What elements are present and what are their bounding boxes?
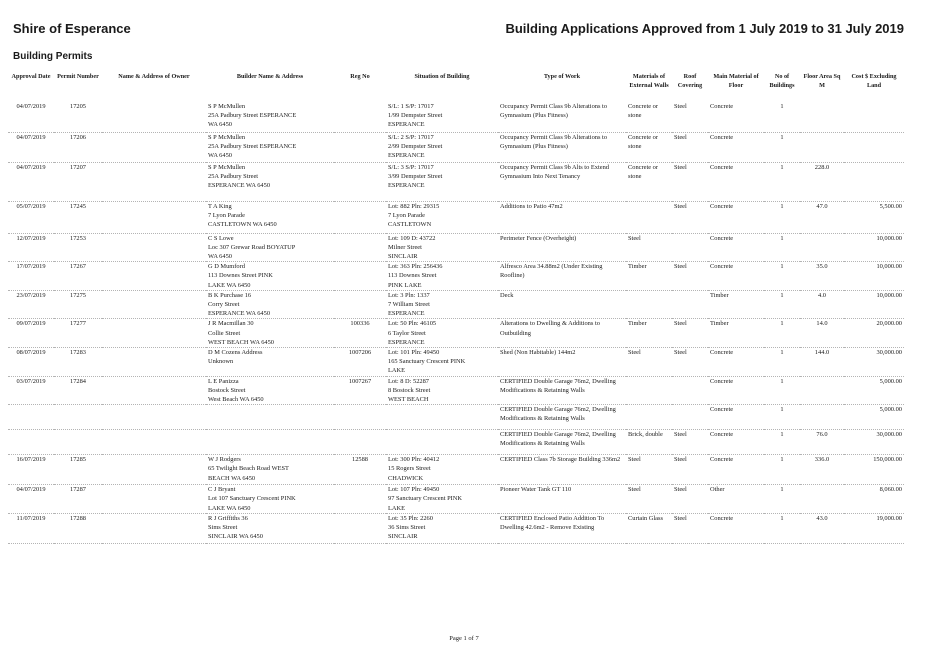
cell-approval-date: 12/07/2019: [8, 233, 54, 262]
cell-roof: Steel: [672, 455, 708, 485]
cell-floor-area: 47.0: [800, 201, 844, 233]
col-buildings: No of Buildings: [769, 73, 795, 89]
cell-walls: Timber: [626, 319, 672, 348]
table-row: [8, 201, 904, 233]
cell-approval-date: 11/07/2019: [8, 513, 54, 543]
cell-floor: Timber: [708, 290, 764, 319]
cell-type-of-work: CERTIFIED Double Garage 76m2, Dwelling Modifications & Retaining Walls: [498, 405, 626, 430]
cell-cost: 10,000.00: [844, 290, 904, 319]
page-header: [13, 21, 904, 39]
cell-floor-area: 144.0: [800, 347, 844, 376]
cell-floor: Concrete: [708, 102, 764, 132]
cell-type-of-work: Alfresco Area 34.88m2 (Under Existing Roofline): [498, 262, 626, 291]
cell-situation: Lot: 50 Pln: 46105 6 Taylor Street ESPERANCE: [386, 319, 498, 348]
cell-walls: [626, 290, 672, 319]
col-type-of-work: Type of Work: [543, 73, 581, 80]
cell-walls: Curtain Glass: [626, 513, 672, 543]
col-roof: Roof Covering: [677, 73, 703, 89]
cell-floor-area: 228.0: [800, 162, 844, 201]
cell-permit-number: 17284: [54, 376, 102, 405]
col-approval-date: Approval Date: [11, 73, 51, 80]
cell-type-of-work: CERTIFIED Class 7b Storage Building 336m2: [498, 455, 626, 485]
cell-approval-date: 04/07/2019: [8, 485, 54, 514]
cell-floor: Concrete: [708, 347, 764, 376]
col-permit-number: Permit Number: [57, 73, 99, 80]
cell-floor: Concrete: [708, 132, 764, 162]
cell-reg-no: [334, 405, 386, 430]
cell-buildings: 1: [764, 405, 800, 430]
cell-permit-number: 17207: [54, 162, 102, 201]
cell-type-of-work: Shed (Non Habitable) 144m2: [498, 347, 626, 376]
cell-cost: 10,000.00: [844, 233, 904, 262]
cell-buildings: 1: [764, 319, 800, 348]
cell-reg-no: 12588: [334, 455, 386, 485]
cell-walls: Concrete or stone: [626, 102, 672, 132]
table-row: [8, 376, 904, 405]
cell-owner: [102, 290, 206, 319]
cell-reg-no: [334, 233, 386, 262]
cell-owner: [102, 485, 206, 514]
cell-floor: Concrete: [708, 430, 764, 455]
cell-type-of-work: Perimeter Fence (Overheight): [498, 233, 626, 262]
cell-builder: T A King 7 Lyon Parade CASTLETOWN WA 6450: [206, 201, 334, 233]
cell-floor-area: [800, 485, 844, 514]
permits-table: [8, 72, 904, 544]
cell-reg-no: [334, 201, 386, 233]
cell-owner: [102, 319, 206, 348]
cell-builder: W J Rodgers 65 Twilight Beach Road WEST BEACH WA 6450: [206, 455, 334, 485]
cell-type-of-work: Pioneer Water Tank GT 110: [498, 485, 626, 514]
cell-type-of-work: Occupancy Permit Class 9b Alterations to Gymnasium (Plus Fitness): [498, 132, 626, 162]
cell-situation: Lot: 8 D: 52287 8 Bostock Street WEST BEACH: [386, 376, 498, 405]
col-owner: Name & Address of Owner: [118, 73, 190, 80]
cell-approval-date: 16/07/2019: [8, 455, 54, 485]
cell-situation: Lot: 882 Pln: 29315 7 Lyon Parade CASTLETOWN: [386, 201, 498, 233]
cell-buildings: 1: [764, 162, 800, 201]
cell-roof: Steel: [672, 102, 708, 132]
table-row: [8, 513, 904, 543]
cell-buildings: 1: [764, 430, 800, 455]
cell-cost: [844, 162, 904, 201]
cell-approval-date: [8, 430, 54, 455]
cell-owner: [102, 513, 206, 543]
cell-owner: [102, 262, 206, 291]
col-situation: Situation of Building: [414, 73, 470, 80]
cell-buildings: 1: [764, 262, 800, 291]
cell-builder: R J Griffiths 36 Sims Street SINCLAIR WA 6450: [206, 513, 334, 543]
cell-walls: Steel: [626, 347, 672, 376]
cell-roof: Steel: [672, 430, 708, 455]
cell-roof: [672, 233, 708, 262]
cell-owner: [102, 162, 206, 201]
cell-floor: Concrete: [708, 455, 764, 485]
cell-floor: Concrete: [708, 405, 764, 430]
cell-buildings: 1: [764, 455, 800, 485]
cell-reg-no: [334, 513, 386, 543]
cell-reg-no: [334, 162, 386, 201]
cell-walls: Timber: [626, 262, 672, 291]
cell-roof: Steel: [672, 485, 708, 514]
cell-permit-number: 17245: [54, 201, 102, 233]
cell-builder: D M Cozens Address Unknown: [206, 347, 334, 376]
cell-situation: Lot: 3 Pln: 1337 7 William Street ESPERANCE: [386, 290, 498, 319]
cell-floor: Concrete: [708, 233, 764, 262]
cell-situation: [386, 430, 498, 455]
cell-builder: G D Mumford 113 Downes Street PINK LAKE WA 6450: [206, 262, 334, 291]
cell-buildings: 1: [764, 233, 800, 262]
cell-cost: 5,000.00: [844, 376, 904, 405]
cell-approval-date: 05/07/2019: [8, 201, 54, 233]
table-row: [8, 485, 904, 514]
table-row: [8, 405, 904, 430]
cell-walls: Steel: [626, 233, 672, 262]
cell-buildings: 1: [764, 102, 800, 132]
cell-permit-number: 17206: [54, 132, 102, 162]
cell-floor: Concrete: [708, 162, 764, 201]
cell-permit-number: 17285: [54, 455, 102, 485]
cell-type-of-work: Additions to Patio 47m2: [498, 201, 626, 233]
table-row: [8, 319, 904, 348]
cell-permit-number: 17288: [54, 513, 102, 543]
cell-type-of-work: Deck: [498, 290, 626, 319]
cell-permit-number: [54, 430, 102, 455]
cell-builder: [206, 430, 334, 455]
cell-cost: 30,000.00: [844, 347, 904, 376]
cell-walls: Concrete or stone: [626, 162, 672, 201]
col-walls: Materials of External Walls: [629, 73, 669, 89]
cell-roof: [672, 405, 708, 430]
col-floor: Main Material of Floor: [713, 73, 759, 89]
cell-owner: [102, 132, 206, 162]
table-row: [8, 347, 904, 376]
cell-roof: Steel: [672, 162, 708, 201]
cell-type-of-work: Occupancy Permit Class 9b Alterations to Gymnasium (Plus Fitness): [498, 102, 626, 132]
cell-type-of-work: Occupancy Permit Class 9b Alts to Extend Gymnasium Into Next Tenancy: [498, 162, 626, 201]
cell-roof: Steel: [672, 513, 708, 543]
cell-buildings: 1: [764, 132, 800, 162]
cell-permit-number: 17267: [54, 262, 102, 291]
cell-builder: S P McMullen 25A Padbury Street ESPERANCE WA 6450: [206, 132, 334, 162]
organization-name: Shire of Esperance: [13, 21, 131, 36]
cell-situation: [386, 405, 498, 430]
cell-buildings: 1: [764, 376, 800, 405]
cell-floor: Concrete: [708, 201, 764, 233]
cell-floor-area: 336.0: [800, 455, 844, 485]
cell-floor: Other: [708, 485, 764, 514]
cell-owner: [102, 347, 206, 376]
cell-owner: [102, 376, 206, 405]
cell-walls: Brick, double: [626, 430, 672, 455]
cell-roof: Steel: [672, 347, 708, 376]
table-header: [8, 72, 904, 102]
cell-type-of-work: CERTIFIED Enclosed Patio Addition To Dwelling 42.6m2 - Remove Existing: [498, 513, 626, 543]
cell-floor: Concrete: [708, 513, 764, 543]
cell-cost: [844, 102, 904, 132]
cell-floor-area: 35.0: [800, 262, 844, 291]
cell-permit-number: 17253: [54, 233, 102, 262]
cell-cost: 20,000.00: [844, 319, 904, 348]
table-row: [8, 102, 904, 132]
cell-type-of-work: Alterations to Dwelling & Additions to Outbuilding: [498, 319, 626, 348]
cell-situation: Lot: 107 Pln: 49450 97 Sanctuary Crescent PINK LAKE: [386, 485, 498, 514]
cell-owner: [102, 405, 206, 430]
cell-roof: [672, 376, 708, 405]
cell-type-of-work: CERTIFIED Double Garage 76m2, Dwelling Modifications & Retaining Walls: [498, 376, 626, 405]
cell-builder: [206, 405, 334, 430]
cell-builder: S P McMullen 25A Padbury Street ESPERANCE WA 6450: [206, 102, 334, 132]
cell-cost: [844, 132, 904, 162]
cell-owner: [102, 430, 206, 455]
cell-permit-number: [54, 405, 102, 430]
cell-roof: Steel: [672, 201, 708, 233]
table-row: [8, 162, 904, 201]
cell-roof: Steel: [672, 319, 708, 348]
cell-builder: C J Bryant Lot 107 Sanctuary Crescent PINK LAKE WA 6450: [206, 485, 334, 514]
cell-approval-date: 08/07/2019: [8, 347, 54, 376]
col-reg-no: Reg No: [350, 73, 370, 80]
cell-situation: Lot: 363 Pln: 256436 113 Downes Street PINK LAKE: [386, 262, 498, 291]
cell-floor-area: 14.0: [800, 319, 844, 348]
cell-reg-no: [334, 290, 386, 319]
cell-approval-date: 04/07/2019: [8, 132, 54, 162]
table-row: [8, 455, 904, 485]
cell-floor-area: [800, 376, 844, 405]
cell-builder: C S Lowe Loc 307 Grewar Road BOYATUP WA 6450: [206, 233, 334, 262]
cell-roof: Steel: [672, 132, 708, 162]
cell-cost: 30,000.00: [844, 430, 904, 455]
cell-owner: [102, 102, 206, 132]
cell-approval-date: 04/07/2019: [8, 102, 54, 132]
cell-floor: Concrete: [708, 376, 764, 405]
table-row: [8, 132, 904, 162]
cell-situation: Lot: 300 Pln: 40412 15 Rogers Street CHADWICK: [386, 455, 498, 485]
cell-situation: Lot: 35 Pln: 2260 36 Sims Street SINCLAIR: [386, 513, 498, 543]
cell-approval-date: [8, 405, 54, 430]
cell-floor-area: 76.0: [800, 430, 844, 455]
table-row: [8, 233, 904, 262]
page-number: Page 1 of 7: [449, 635, 479, 642]
report-title: Building Applications Approved from 1 July 2019 to 31 July 2019: [505, 21, 904, 36]
cell-builder: L E Panizza Bostock Street West Beach WA 6450: [206, 376, 334, 405]
cell-situation: S/L: 2 S/P: 17017 2/99 Dempster Street ESPERANCE: [386, 132, 498, 162]
cell-builder: J R Macmillan 30 Collie Street WEST BEACH WA 6450: [206, 319, 334, 348]
cell-cost: 5,000.00: [844, 405, 904, 430]
cell-floor-area: 43.0: [800, 513, 844, 543]
cell-buildings: 1: [764, 290, 800, 319]
cell-approval-date: 17/07/2019: [8, 262, 54, 291]
cell-owner: [102, 201, 206, 233]
cell-reg-no: 1007267: [334, 376, 386, 405]
cell-cost: 150,000.00: [844, 455, 904, 485]
cell-permit-number: 17205: [54, 102, 102, 132]
table-row: [8, 290, 904, 319]
col-cost: Cost $ Excluding Land: [851, 73, 897, 89]
col-builder: Builder Name & Address: [236, 73, 304, 80]
cell-owner: [102, 455, 206, 485]
cell-floor: Concrete: [708, 262, 764, 291]
cell-floor-area: [800, 102, 844, 132]
cell-permit-number: 17283: [54, 347, 102, 376]
table-row: [8, 430, 904, 455]
cell-builder: B K Purchase 16 Corry Street ESPERANCE WA 6450: [206, 290, 334, 319]
cell-cost: 5,500.00: [844, 201, 904, 233]
col-floor-area: Floor Area Sq M: [803, 73, 841, 89]
cell-floor-area: [800, 132, 844, 162]
cell-walls: Steel: [626, 485, 672, 514]
cell-buildings: 1: [764, 347, 800, 376]
cell-floor-area: 4.0: [800, 290, 844, 319]
cell-cost: 10,000.00: [844, 262, 904, 291]
cell-situation: S/L: 3 S/P: 17017 3/99 Dempster Street ESPERANCE: [386, 162, 498, 201]
section-title: Building Permits: [13, 51, 93, 62]
cell-permit-number: 17275: [54, 290, 102, 319]
cell-walls: Concrete or stone: [626, 132, 672, 162]
cell-situation: Lot: 109 D: 43722 Milner Street SINCLAIR: [386, 233, 498, 262]
cell-buildings: 1: [764, 201, 800, 233]
cell-situation: Lot: 101 Pln: 49450 165 Sanctuary Crescent PINK LAKE: [386, 347, 498, 376]
cell-reg-no: [334, 132, 386, 162]
cell-cost: 8,060.00: [844, 485, 904, 514]
cell-permit-number: 17287: [54, 485, 102, 514]
cell-walls: [626, 201, 672, 233]
cell-approval-date: 03/07/2019: [8, 376, 54, 405]
table-row: [8, 262, 904, 291]
cell-owner: [102, 233, 206, 262]
cell-floor: Timber: [708, 319, 764, 348]
cell-walls: [626, 376, 672, 405]
cell-approval-date: 04/07/2019: [8, 162, 54, 201]
cell-approval-date: 23/07/2019: [8, 290, 54, 319]
cell-approval-date: 09/07/2019: [8, 319, 54, 348]
cell-cost: 19,000.00: [844, 513, 904, 543]
cell-floor-area: [800, 233, 844, 262]
cell-reg-no: [334, 430, 386, 455]
cell-roof: [672, 290, 708, 319]
cell-buildings: 1: [764, 513, 800, 543]
cell-reg-no: [334, 262, 386, 291]
cell-reg-no: [334, 485, 386, 514]
cell-situation: S/L: 1 S/P: 17017 1/99 Dempster Street ESPERANCE: [386, 102, 498, 132]
cell-walls: Steel: [626, 455, 672, 485]
cell-type-of-work: CERTIFIED Double Garage 76m2, Dwelling Modifications & Retaining Walls: [498, 430, 626, 455]
cell-reg-no: 1007206: [334, 347, 386, 376]
cell-buildings: 1: [764, 485, 800, 514]
cell-builder: S P McMullen 25A Padbury Street ESPERANCE WA 6450: [206, 162, 334, 201]
cell-floor-area: [800, 405, 844, 430]
cell-permit-number: 17277: [54, 319, 102, 348]
cell-reg-no: 100336: [334, 319, 386, 348]
cell-walls: [626, 405, 672, 430]
cell-reg-no: [334, 102, 386, 132]
cell-roof: Steel: [672, 262, 708, 291]
